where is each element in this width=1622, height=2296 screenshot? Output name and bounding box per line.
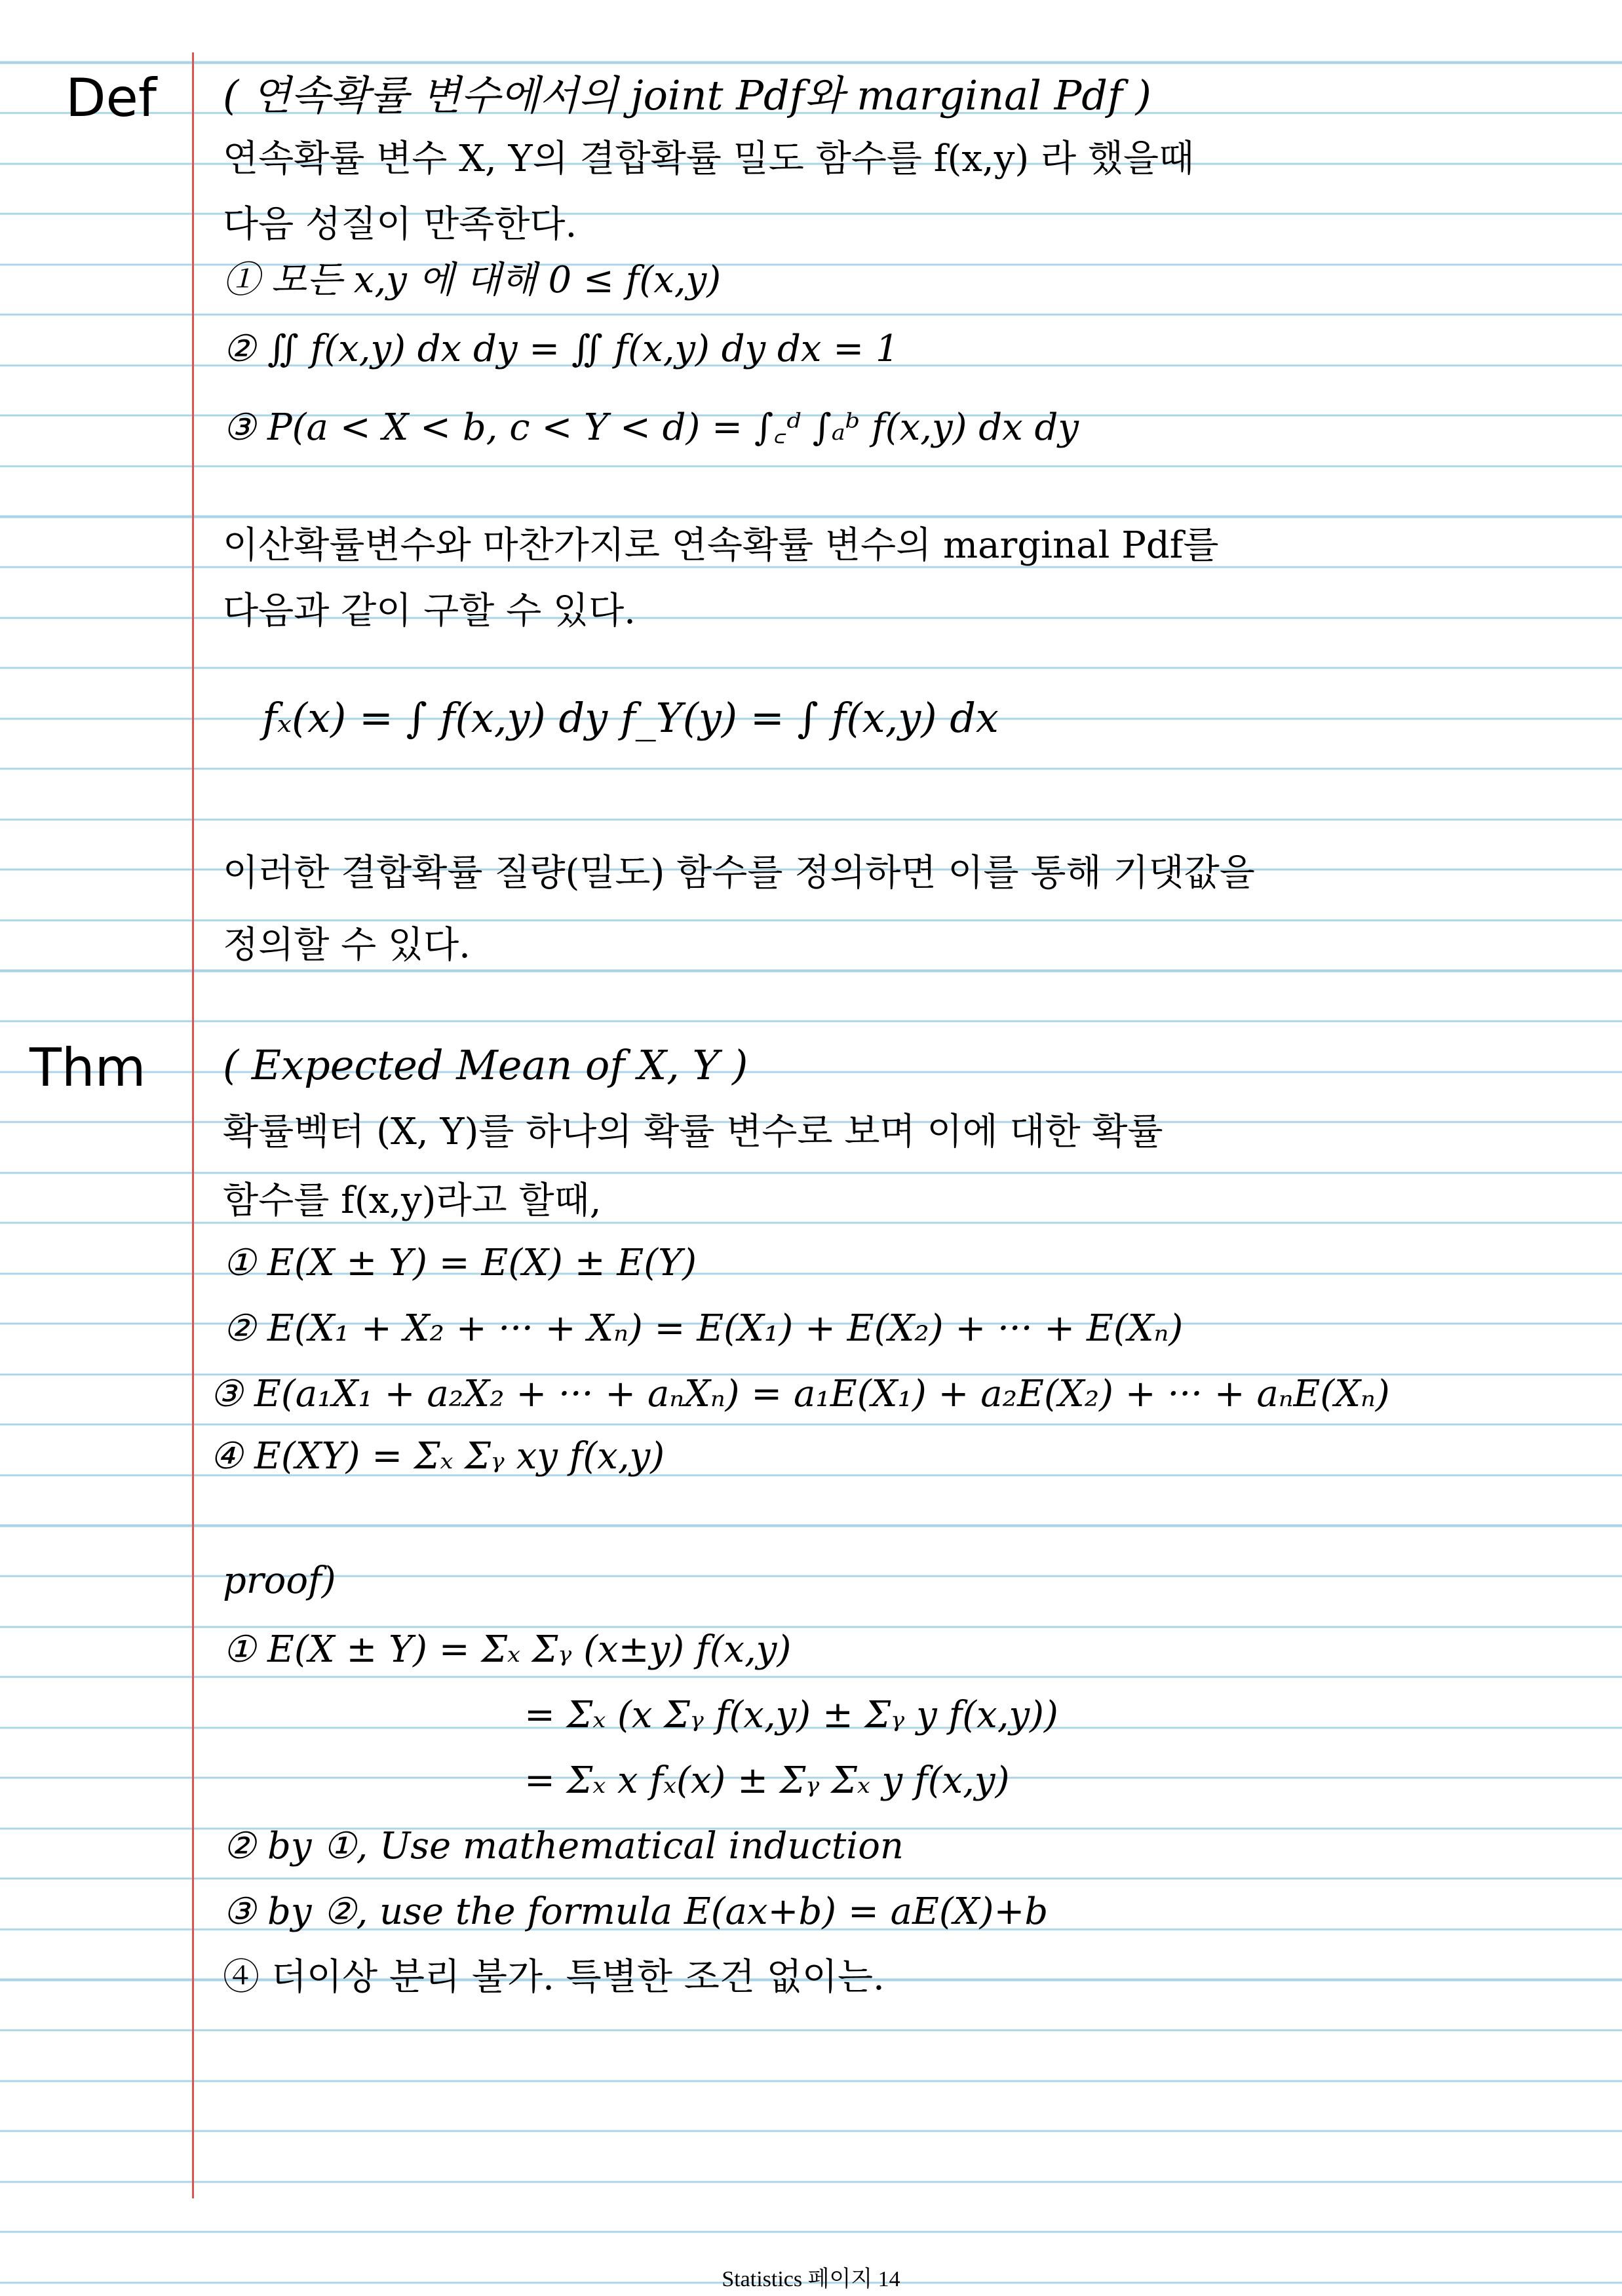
- proof-step-1: ① E(X ± Y) = Σₓ Σᵧ (x±y) f(x,y): [223, 1628, 792, 1671]
- proof-step-3: ③ by ②, use the formula E(ax+b) = aE(X)+b: [223, 1890, 1049, 1933]
- def-text-line: 연속확률 변수 X, Y의 결합확률 밀도 함수를 f(x,y) 라 했을때: [223, 138, 1195, 180]
- def-property-1: ① 모든 x,y 에 대해 0 ≤ f(x,y): [223, 259, 722, 301]
- thm-property-3: ③ E(a₁X₁ + a₂X₂ + ··· + aₙXₙ) = a₁E(X₁) + a₂E(X₂) + ··· + aₙE(Xₙ): [210, 1373, 1390, 1415]
- page-footer: Statistics 페이지 14: [722, 2267, 900, 2291]
- proof-step-1-cont: = Σₓ x fₓ(x) ± Σᵧ Σₓ y f(x,y): [524, 1759, 1010, 1802]
- def-property-2: ② ∬ f(x,y) dx dy = ∬ f(x,y) dy dx = 1: [223, 328, 899, 370]
- thm-text-line: 함수를 f(x,y)라고 할때,: [223, 1179, 602, 1222]
- thm-property-4: ④ E(XY) = Σₓ Σᵧ xy f(x,y): [210, 1435, 665, 1478]
- thm-property-2: ② E(X₁ + X₂ + ··· + Xₙ) = E(X₁) + E(X₂) + ··· + E(Xₙ): [223, 1307, 1184, 1350]
- marginal-pdf-formulas: fₓ(x) = ∫ f(x,y) dy f_Y(y) = ∫ f(x,y) dx: [262, 694, 999, 742]
- def-text-line: 다음 성질이 만족한다.: [223, 203, 577, 246]
- proof-step-2: ② by ①, Use mathematical induction: [223, 1825, 904, 1867]
- thm-title: ( Expected Mean of X, Y ): [223, 1041, 748, 1089]
- def-text-line: 정의할 수 있다.: [223, 924, 471, 966]
- def-label: Def: [66, 67, 157, 128]
- thm-text-line: 확률벡터 (X, Y)를 하나의 확률 변수로 보며 이에 대한 확률: [223, 1111, 1163, 1153]
- def-title: ( 연속확률 변수에서의 joint Pdf와 marginal Pdf ): [223, 71, 1151, 119]
- def-text-line: 이산확률변수와 마찬가지로 연속확률 변수의 marginal Pdf를: [223, 524, 1219, 567]
- margin-line: [192, 52, 194, 2198]
- thm-label: Thm: [29, 1037, 146, 1098]
- proof-step-4: ④ 더이상 분리 불가. 특별한 조건 없이는.: [223, 1956, 885, 1999]
- proof-step-1-cont: = Σₓ (x Σᵧ f(x,y) ± Σᵧ y f(x,y)): [524, 1694, 1058, 1736]
- def-text-line: 이러한 결합확률 질량(밀도) 함수를 정의하면 이를 통해 기댓값을: [223, 852, 1255, 894]
- def-text-line: 다음과 같이 구할 수 있다.: [223, 590, 636, 632]
- thm-property-1: ① E(X ± Y) = E(X) ± E(Y): [223, 1242, 697, 1284]
- def-property-3: ③ P(a < X < b, c < Y < d) = ∫꜀ᵈ ∫ₐᵇ f(x,y) dx dy: [223, 406, 1079, 449]
- proof-label: proof): [223, 1559, 336, 1602]
